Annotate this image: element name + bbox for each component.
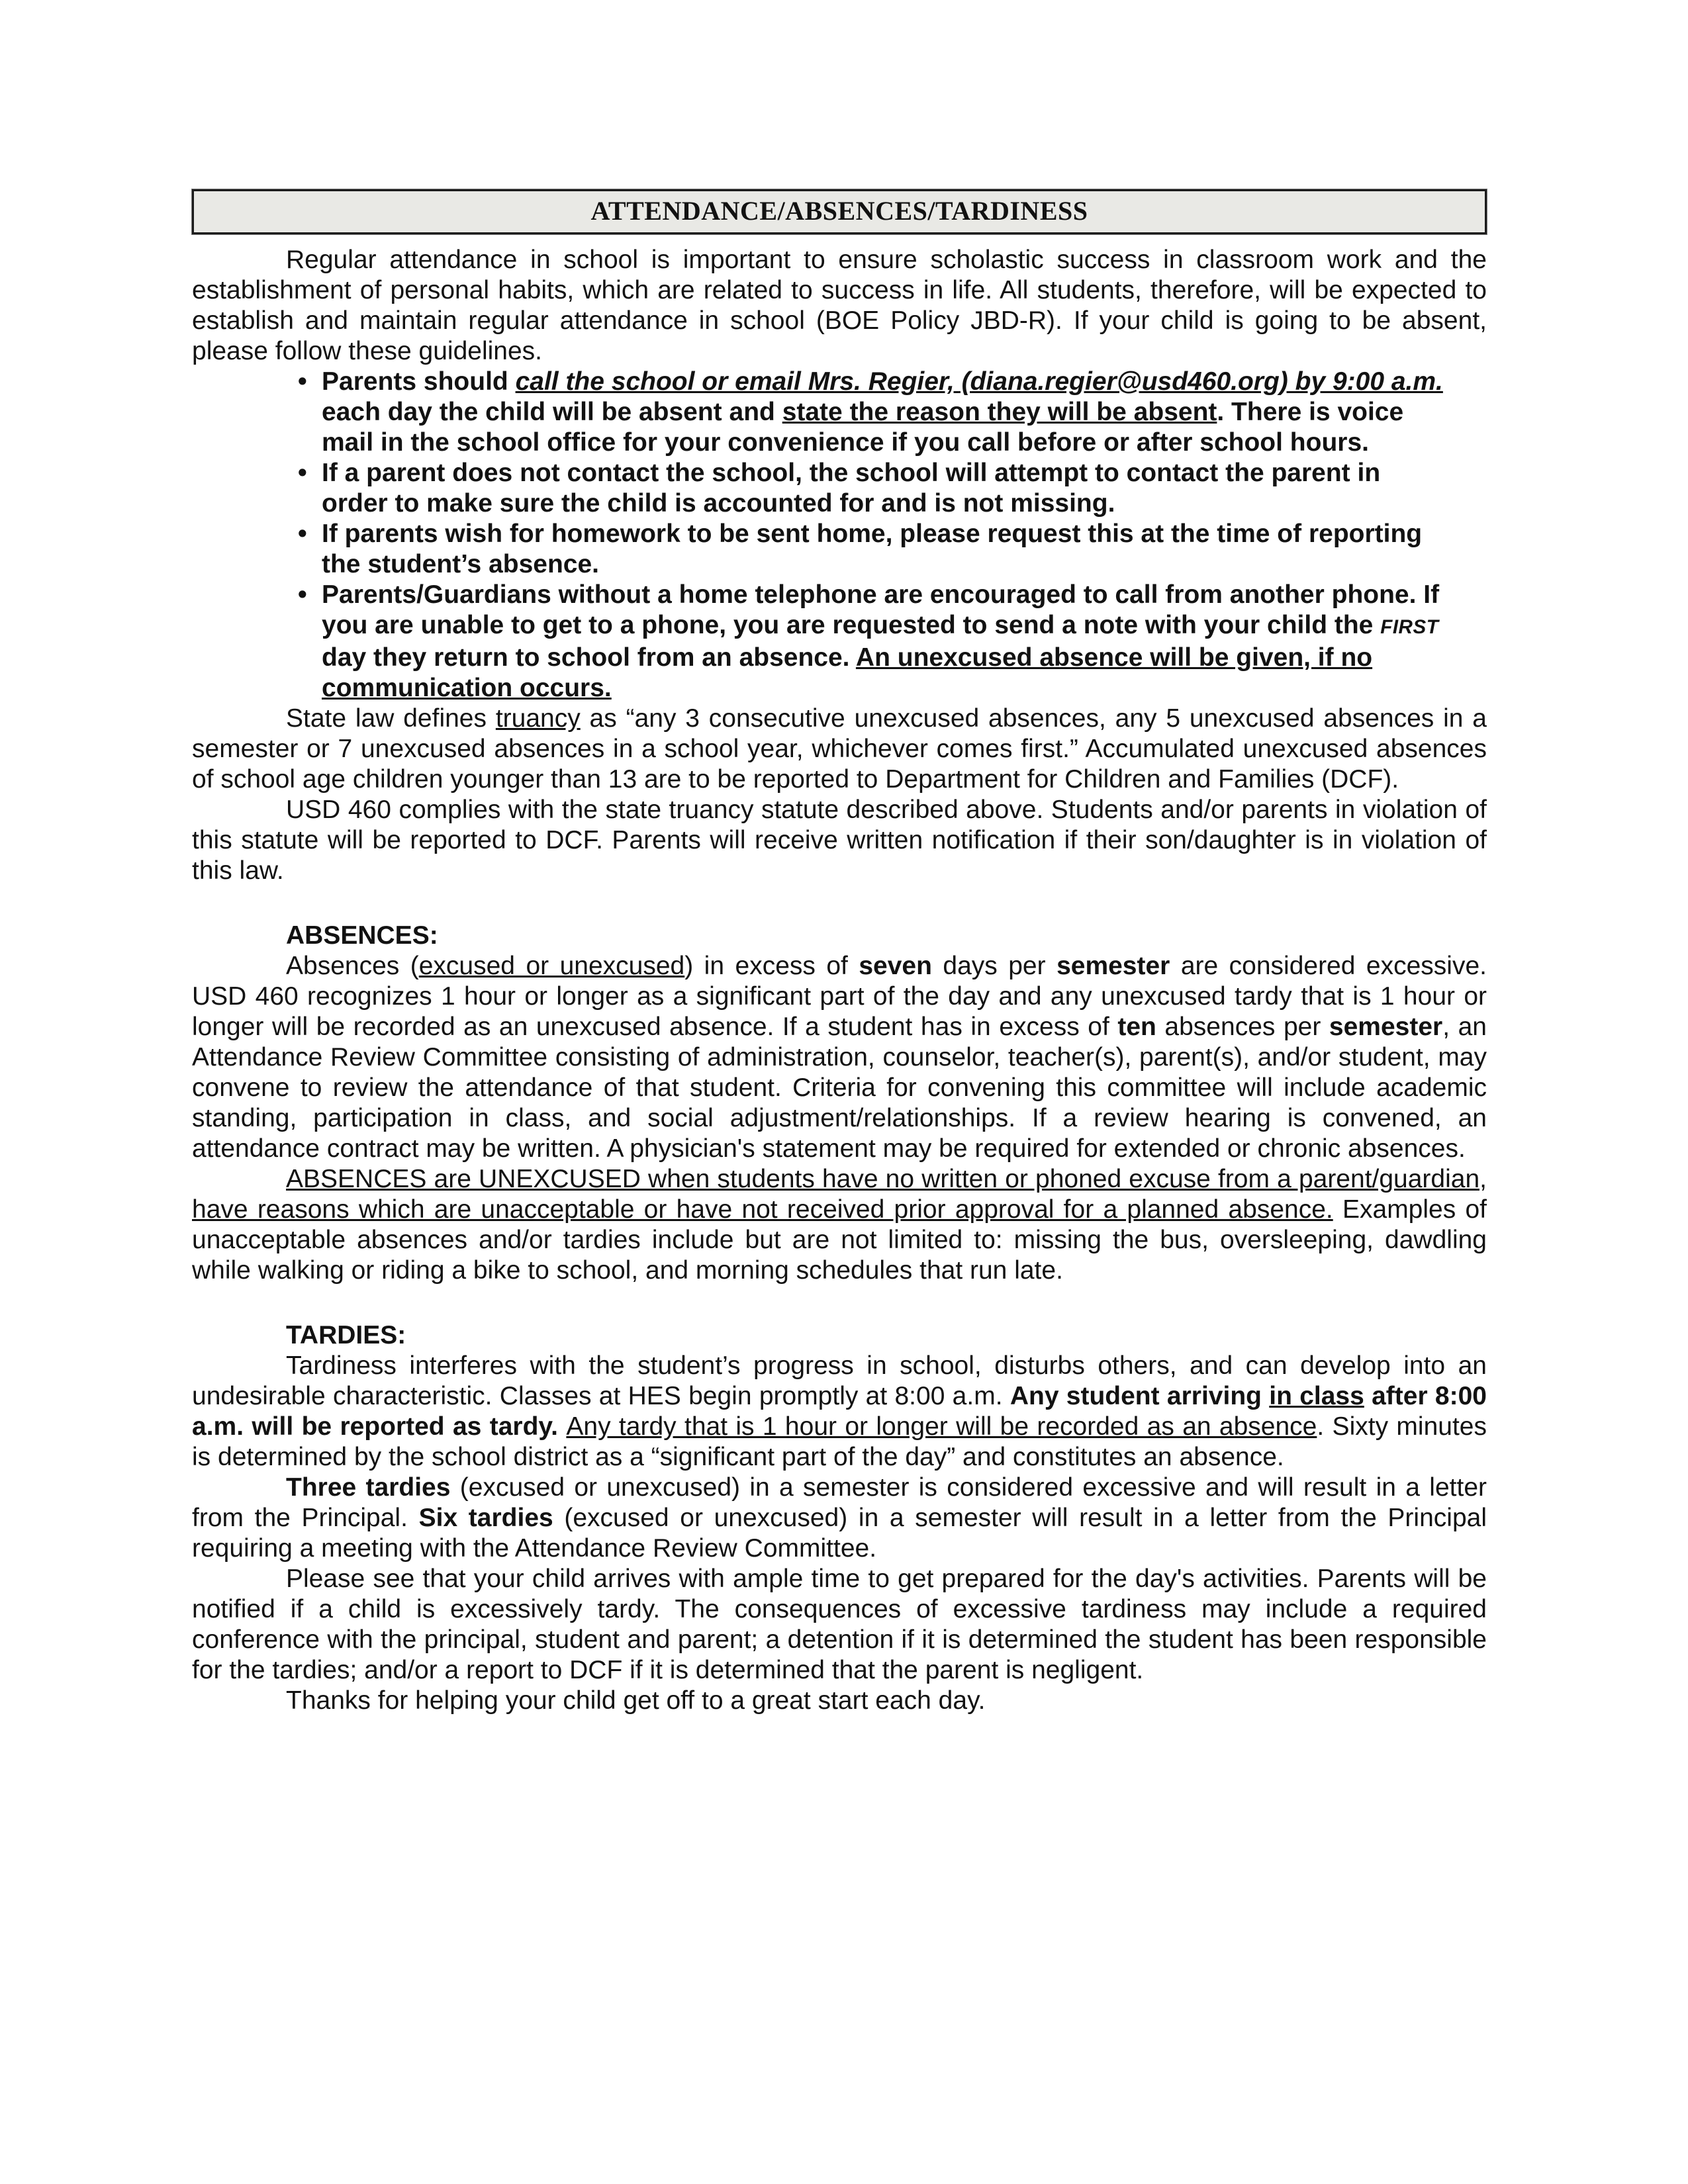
text-segment: excused or unexcused xyxy=(418,952,685,980)
text-segment: are considered excessive. USD 460 recognizes 1 hour or longer as a significant part of the day and any unexcused tardy that is 1 hour or longer will be recorded as an unexcused absence. If a student has in excess of xyxy=(192,952,1487,1041)
text-segment: An unexcused absence will be given, if no communication occurs. xyxy=(322,643,1373,702)
text-segment: Three tardies xyxy=(286,1473,451,1502)
text-segment: days per xyxy=(931,952,1057,980)
text-segment: in class xyxy=(1269,1382,1364,1410)
text-segment: day they return to school from an absence. xyxy=(322,643,856,672)
text-segment: absences per xyxy=(1156,1013,1329,1041)
list-item-no-telephone xyxy=(291,580,1447,704)
text-segment: ten xyxy=(1117,1013,1156,1041)
text-segment: (excused or unexcused) in a semester will result in a letter from the Principal requiring a meeting with the Attendance Review Committee. xyxy=(192,1504,1487,1563)
text-segment: Six tardies xyxy=(418,1504,553,1532)
list-item-homework-request xyxy=(291,519,1447,580)
list-item-call-school xyxy=(291,367,1447,458)
tardies-paragraph-2 xyxy=(192,1473,1487,1564)
text-segment: each day the child will be absent and xyxy=(322,398,782,426)
text-segment: Please see that your child arrives with ample time to get prepared for the day's activities. Parents will be notified if a child is excessively tardy. The consequences of excessive tardiness may include a required conference with the principal, student and parent; a detention if it is determined the student has been responsible for the tardies; and/or a report to DCF if it is determined that the parent is negligent. xyxy=(192,1565,1487,1684)
text-segment: seven xyxy=(859,952,932,980)
text-segment: ABSENCES are UNEXCUSED when students have no written or phoned excuse from a parent/guardian, have reasons which are unacceptable or have not received prior approval for a planned absence. xyxy=(192,1165,1487,1224)
usd460-paragraph xyxy=(192,795,1487,886)
intro-paragraph xyxy=(192,245,1487,367)
tardies-heading: TARDIES: xyxy=(286,1321,406,1349)
text-segment: truancy xyxy=(495,704,581,733)
text-segment: Any tardy that is 1 hour or longer will be recorded as an absence xyxy=(566,1412,1317,1441)
truancy-paragraph xyxy=(192,704,1487,795)
text-segment: . There is voice mail in the school office for your convenience if you call before or after school hours. xyxy=(322,398,1404,457)
tardies-paragraph-1 xyxy=(192,1351,1487,1473)
guidelines-list xyxy=(291,367,1447,704)
text-segment: If a parent does not contact the school, the school will attempt to contact the parent in order to make sure the child is accounted for and is not missing. xyxy=(322,459,1381,518)
absences-heading: ABSENCES: xyxy=(286,921,438,950)
text-segment: USD 460 complies with the state truancy statute described above. Students and/or parents in violation of this statute will be reported to DCF. Parents will receive written notification if their son/daughter is in violation of this law. xyxy=(192,796,1487,885)
text-segment: Absences ( xyxy=(286,952,419,980)
document-content xyxy=(192,189,1487,1716)
text-segment: , an Attendance Review Committee consisting of administration, counselor, teacher(s), parent(s), and/or student, may convene to review the attendance of that student. Criteria for convening this committee will include academic standing, participation in class, and social adjustment/relationships. If a review hearing is convened, an attendance contract may be written. A physician's statement may be required for extended or chronic absences. xyxy=(192,1013,1487,1163)
text-segment: call the school or email Mrs. Regier, (diana.regier@usd460.org) by 9:00 a.m. xyxy=(515,367,1443,396)
text-segment: state the reason they will be absent xyxy=(782,398,1217,426)
text-segment: Regular attendance in school is important to ensure scholastic success in classroom work and the establishment of personal habits, which are related to success in life. All students, therefore, will be expected to establish and maintain regular attendance in school (BOE Policy JBD-R). If your child is going to be absent, please follow these guidelines. xyxy=(192,246,1487,365)
absences-paragraph-2 xyxy=(192,1164,1487,1286)
text-segment: semester xyxy=(1056,952,1170,980)
text-segment: after 8:00 a.m. will be reported as tardy. xyxy=(192,1382,1487,1441)
text-segment: (excused or unexcused) in a semester is considered excessive and will result in a letter from the Principal. xyxy=(192,1473,1487,1532)
list-item-school-contacts xyxy=(291,458,1447,519)
text-segment: ) in excess of xyxy=(684,952,859,980)
text-segment: FIRST xyxy=(1380,616,1439,638)
absences-paragraph-1 xyxy=(192,951,1487,1164)
text-segment: Thanks for helping your child get off to a great start each day. xyxy=(286,1686,986,1715)
closing-paragraph xyxy=(192,1686,1487,1716)
text-segment: . Sixty minutes is determined by the school district as a “significant part of the day” and constitutes an absence. xyxy=(192,1412,1487,1471)
text-segment: Examples of unacceptable absences and/or tardies include but are not limited to: missing the bus, oversleeping, dawdling while walking or riding a bike to school, and morning schedules that run late. xyxy=(192,1195,1487,1285)
text-segment: Any student arriving xyxy=(1009,1382,1270,1410)
text-segment: semester xyxy=(1329,1013,1443,1041)
text-segment: State law defines xyxy=(286,704,496,733)
tardies-paragraph-3 xyxy=(192,1564,1487,1686)
section-title-box xyxy=(192,189,1487,234)
text-segment: If parents wish for homework to be sent home, please request this at the time of reporting the student’s absence. xyxy=(322,520,1423,578)
text-segment: Tardiness interferes with the student’s progress in school, disturbs others, and can develop into an undesirable characteristic. Classes at HES begin promptly at 8:00 a.m. xyxy=(192,1351,1487,1410)
section-title: ATTENDANCE/ABSENCES/TARDINESS xyxy=(590,196,1088,226)
text-segment: Parents should xyxy=(322,367,516,396)
text-segment: as “any 3 consecutive unexcused absences, any 5 unexcused absences in a semester or 7 unexcused absences in a school year, whichever comes first.” Accumulated unexcused absences of school age children younger than 13 are to be reported to Department for Children and Families (DCF). xyxy=(192,704,1487,794)
text-segment: Parents/Guardians without a home telephone are encouraged to call from another phone. If you are unable to get to a phone, you are requested to send a note with your child the xyxy=(322,580,1440,639)
